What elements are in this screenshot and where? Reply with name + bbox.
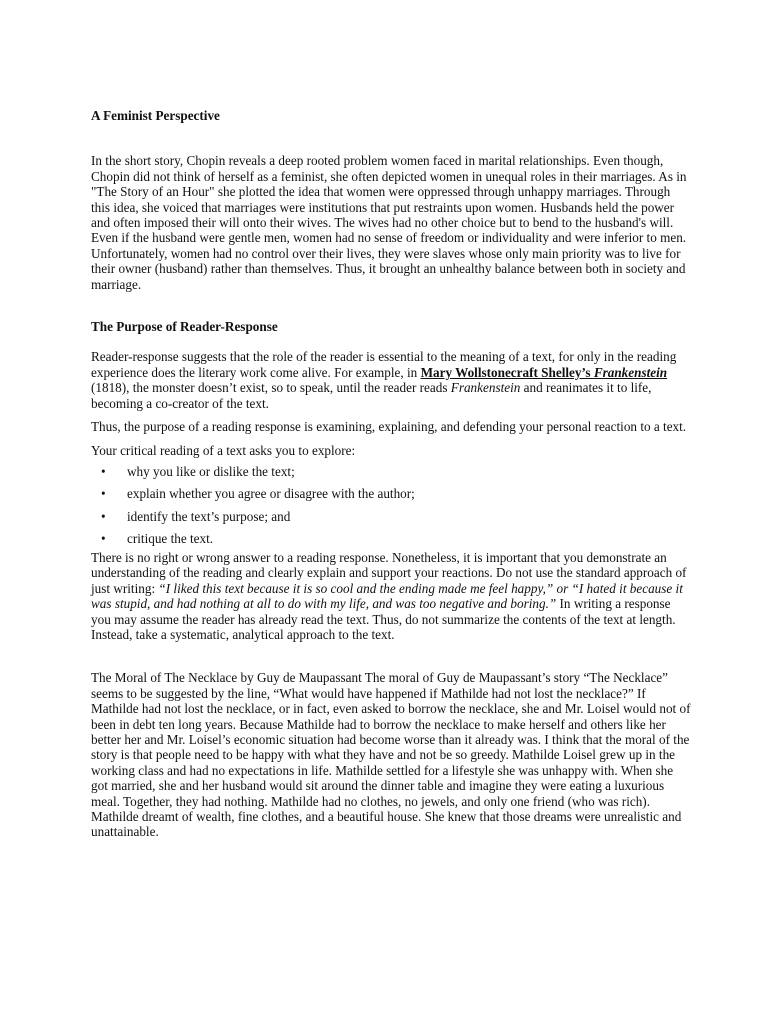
text-span: Reader-response suggests that the role of the reader is essential to the meaning of a text, for only in the reading experience does the literary work come alive. For example, in bbox=[91, 349, 677, 380]
text-span: In writing a response you may assume the reader has already read the text. Thus, do not summarize the contents of the text at length. Instead, take a systematic, analytical approach to the text. bbox=[91, 596, 676, 642]
document-page bbox=[91, 92, 691, 840]
paragraph-feminist: In the short story, Chopin reveals a deep rooted problem women faced in marital relationships. Even though, Chopin did not think of herself as a feminist, she often depicted women in unequal roles in their marriages. As in "The Story of an Hour" she plotted the idea that women were oppressed through unhappy marriages. Through this idea, she voiced that marriages were institutions that put restraints upon women. Husbands held the power and often imposed their will onto their wives. The wives had no other choice but to bend to the husband's will. Even if the husband were gentle men, women had no sense of freedom or individuality and were inferior to men. Unfortunately, women had no control over their lives, they were slaves whose only main priority was to live for their owner (husband) rather than themselves. Thus, it brought an unhealthy balance between both in society and marriage. bbox=[91, 153, 687, 292]
list-item-text: why you like or dislike the text; bbox=[127, 463, 295, 479]
text-span: (1818), the monster doesn’t exist, so to speak, until the reader reads bbox=[91, 380, 451, 396]
paragraph-reader-response-intro bbox=[91, 349, 691, 411]
list-item bbox=[91, 509, 691, 532]
author-reference bbox=[421, 365, 668, 380]
list-item bbox=[91, 531, 691, 554]
bullet-icon: • bbox=[101, 531, 106, 547]
list-item bbox=[91, 486, 691, 509]
example-quote: “I liked this text because it is so cool and the ending made me feel happy,” or “I hated it because it was stupid, and had nothing at all to do with my life, and was too negative and boring.” bbox=[91, 580, 683, 612]
list-item-text: identify the text’s purpose; and bbox=[127, 508, 291, 524]
paragraph-purpose: Thus, the purpose of a reading response is examining, explaining, and defending your personal reaction to a text. bbox=[91, 419, 687, 435]
paragraph-necklace-moral: The Moral of The Necklace by Guy de Maupassant The moral of Guy de Maupassant’s story “The Necklace” seems to be suggested by the line, “What would have happened if Mathilde had not lost the necklace?” If Mathilde had not lost the necklace, or in fact, even asked to borrow the necklace, she and Mr. Loisel would not of been in debt ten long years. Because Mathilde had to borrow the necklace to make herself and others like her better her and Mr. Loisel’s economic situation had become worse than it already was. I think that the moral of the story is that people need to be happy with what they have and not be so greedy. Mathilde Loisel grew up in the working class and had no expectations in life. Mathilde settled for a lifestyle she was unhappy with. When she got married, she and her husband would sit around the dinner table and imagine they were eating a luxurious meal. Together, they had nothing. Mathilde had no clothes, no jewels, and only one friend (who was rich). Mathilde dreamt of wealth, fine clothes, and a beautiful house. She knew that those dreams were unrealistic and unattainable. bbox=[91, 670, 691, 840]
heading-reader-response: The Purpose of Reader-Response bbox=[91, 319, 278, 335]
list-item bbox=[91, 464, 691, 487]
book-title-inline: Frankenstein bbox=[450, 380, 521, 396]
text-span: There is no right or wrong answer to a reading response. Nonetheless, it is important that you demonstrate an understanding of the reading and clearly explain and support your reactions. Do not use the standard approach of just writing: bbox=[91, 549, 687, 596]
book-title: Frankenstein bbox=[593, 364, 668, 380]
paragraph-no-right-answer bbox=[91, 550, 691, 642]
explore-list bbox=[91, 464, 691, 554]
bullet-icon: • bbox=[101, 463, 106, 479]
author-name: Mary Wollstonecraft Shelley’s bbox=[420, 364, 591, 380]
paragraph-critical-reading: Your critical reading of a text asks you to explore: bbox=[91, 442, 356, 458]
bullet-icon: • bbox=[101, 508, 106, 524]
heading-feminist-perspective: A Feminist Perspective bbox=[91, 108, 220, 123]
list-item-text: explain whether you agree or disagree with the author; bbox=[127, 486, 415, 502]
text-span: and reanimates it to life, becoming a co-creator of the text. bbox=[91, 380, 652, 411]
list-item-text: critique the text. bbox=[127, 531, 214, 547]
bullet-icon: • bbox=[101, 486, 106, 502]
